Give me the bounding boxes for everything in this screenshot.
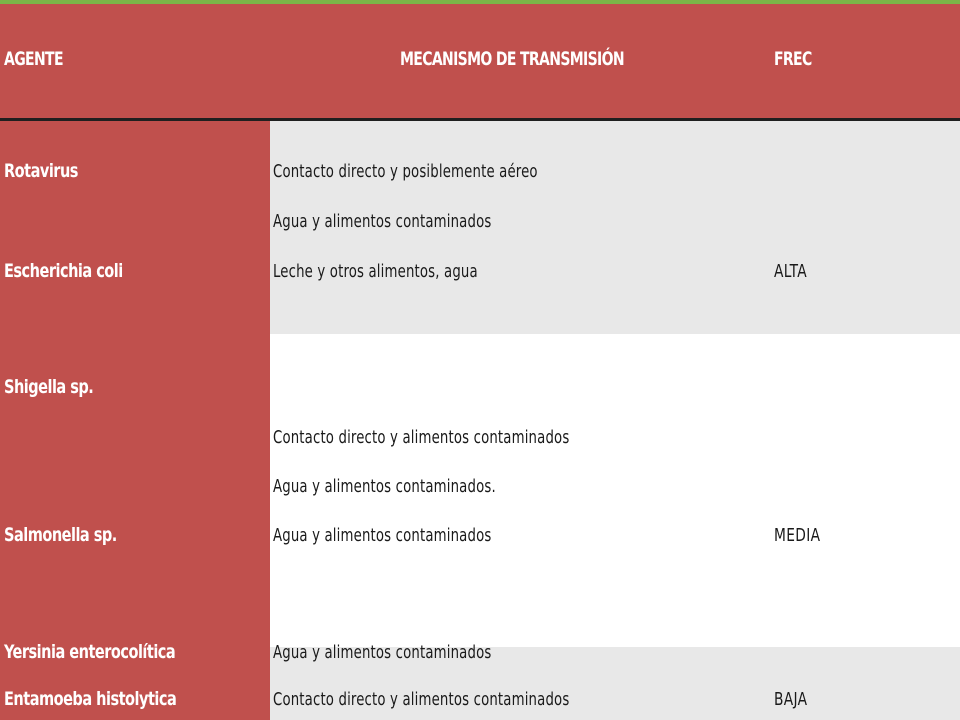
table-header-row <box>0 4 960 121</box>
agent-salmonella: Salmonella sp. <box>4 524 117 546</box>
frequency-alta: ALTA <box>774 261 807 282</box>
mechanism-text: Agua y alimentos contaminados <box>273 642 492 663</box>
agent-escherichia-coli: Escherichia coli <box>4 260 123 282</box>
mechanism-text: Agua y alimentos contaminados <box>273 525 492 546</box>
frequency-baja: BAJA <box>774 689 808 710</box>
frequency-media: MEDIA <box>774 525 821 546</box>
mechanism-text: Contacto directo y alimentos contaminados <box>273 427 570 448</box>
mechanism-text: Contacto directo y alimentos contaminados <box>273 689 570 710</box>
mechanism-text: Contacto directo y posiblemente aéreo <box>273 161 538 182</box>
agent-column <box>0 121 270 720</box>
header-agent: AGENTE <box>4 48 63 70</box>
agent-rotavirus: Rotavirus <box>4 160 78 182</box>
agent-entamoeba: Entamoeba histolytica <box>4 688 177 710</box>
mechanism-text: Agua y alimentos contaminados <box>273 211 492 232</box>
mechanism-text: Leche y otros alimentos, agua <box>273 261 478 282</box>
agent-shigella: Shigella sp. <box>4 376 94 398</box>
header-mechanism: MECANISMO DE TRANSMISIÓN <box>400 48 624 70</box>
agent-yersinia: Yersinia enterocolítica <box>4 641 176 663</box>
header-frequency: FREC <box>774 48 812 70</box>
mechanism-text: Agua y alimentos contaminados. <box>273 476 496 497</box>
